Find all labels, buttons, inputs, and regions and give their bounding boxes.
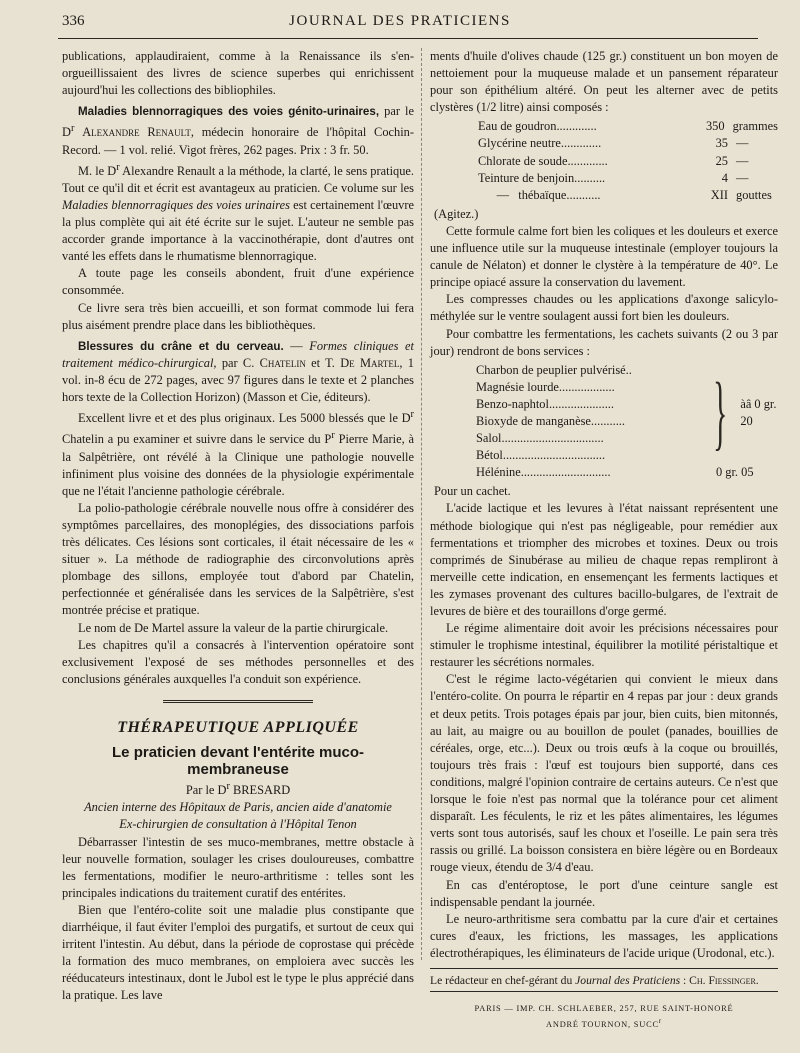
footer-rule — [430, 968, 778, 969]
page-number: 336 — [62, 13, 85, 29]
author-affiliation: Ex-chirurgien de consultation à l'Hôpital Tenon — [119, 817, 357, 832]
cachet-recipe — [476, 362, 778, 482]
article-paragraph: Débarrasser l'intestin de ses muco-membranes, mettre obstacle à leur nouvelle formation, soulager les crises douloureuses, combattre les fermentations, modifier le neuro-arthritisme : telles sont les principales indications du traitement curatif des entérites. — [62, 834, 414, 900]
article-paragraph: Les compresses chaudes ou les applications d'axonge salicylo-méthylée sur le ventre soulagent aussi fort bien les douleurs. — [430, 292, 778, 324]
section-heading: THÉRAPEUTIQUE APPLIQUÉE — [117, 718, 359, 736]
article-paragraph: Cette formule calme fort bien les coliques et les douleurs et exerce une influence utile sur la muqueuse intestinale (employer toujours la canule de Nélaton) et donner le clystère à la température de 40°. Le principe opiacé assure la conservation du lavement. — [430, 223, 778, 290]
review-paragraph: M. le $D^r$ Alexandre Renault a la méthode, la clarté, le sens pratique. Tout ce qu'il dit et écrit est avantageux au praticien. Ce volume sur les Maladies blennorragiques des voies urinaires est certainement l'œuvre la plus complète qui ait été écrite sur le sujet. L'auteur ne semble pas accorder grande importance à la vaccinothérapie, dont d'autres ont vanté les effets dans le rhumatisme blennorragique. — [62, 161, 414, 264]
recipe-row: Benzo-naphtol..................... — [476, 396, 614, 411]
article-paragraph: ments d'huile d'olives chaude (125 gr.) constituent un bon moyen de nettoiement pour la muqueuse malade et un pansement réparateur pour son épithélium altéré. On peut les alterner avec de petits clystères (1/2 litre) ainsi composés : — [430, 49, 778, 115]
recipe-row: Magnésie lourde.................. — [476, 379, 615, 394]
journal-title: JOURNAL DES PRATICIENS — [289, 13, 511, 29]
left-column — [62, 48, 414, 1005]
article-title: Le praticien devant l'entérite muco-membraneuse — [112, 743, 364, 779]
review-continuation: publications, applaudiraient, comme à la Renaissance ils s'en-orgueillissaient des livres de science superbes qui enrichissent aujourd'hui les collections des bibliophiles. — [62, 49, 414, 98]
recipe-row: Teinture de benjoin.......... 4 — — [478, 170, 749, 185]
article-paragraph: Bien que l'entéro-colite soit une maladie plus constipante que diarrhéique, il faut éviter l'emploi des purgatifs, et surtout de ceux qui irritent l'intestin. Au début, dans la période de coprostase qui précède la formation des muco membranes, on emploiera avec succès les rééducateurs intestinaux, dont le Jubol est le type le plus apprécié dans la pratique. Les lave — [62, 902, 414, 1003]
header-rule — [58, 38, 758, 39]
review-paragraph: A toute page les conseils abondent, fruit d'une expérience consommée. — [62, 266, 414, 298]
author-affiliation: Ancien interne des Hôpitaux de Paris, ancien aide d'anatomie — [84, 800, 392, 815]
column-divider — [421, 48, 422, 960]
article-paragraph: Le neuro-arthritisme sera combattu par la cure d'air et certaines cures d'eaux, les frictions, les massages, les applications électrothérapiques, les éliminateurs de l'acide urique (Urodonal, etc.). — [430, 911, 778, 960]
right-column — [430, 48, 778, 1031]
page-header — [0, 0, 800, 34]
footer-rule — [430, 991, 778, 992]
printer-imprint: PARIS — IMP. CH. SCHLAEBER, 257, RUE SAINT-HONORÉ ANDRÉ TOURNON, SUCC$^r$ — [474, 1004, 734, 1029]
review-paragraph: La polio-pathologie cérébrale nouvelle nous offre à considérer des symptômes parcellaires, des monoplégies, des dissociations parfois très délicates. Ces lésions sont corticales, il était nécessaire de les « situer ». La méthode de radiographie des circonvolutions après plombage des sillons, employée tout d'abord par Chatelin, perfectionnée et généralisée dans les services de la Salpêtrière, s'est montrée précise et pratique. — [62, 500, 414, 618]
recipe-row: Hélénine............................. 0 gr. 05 — [476, 465, 754, 480]
cachet-dose: àâ 0 gr. 20 — [740, 396, 777, 428]
recipe-row: Glycérine neutre............. 35 — — [478, 136, 749, 151]
review-paragraph: Excellent livre et et des plus originaux. Les 5000 blessés que le $D^r$ Chatelin a pu examiner et suivre dans le service du $P^r$ Pierre Marie, à la Salpêtrière, ont révélé à la Clinique une pathologie nouvelle infiniment plus voisine des données de la physiologie expérimentale que ne l'était l'ancienne pathologie cérébrale. — [62, 409, 414, 498]
review-paragraph: Le nom de De Martel assure la valeur de la partie chirurgicale. — [78, 620, 389, 635]
recipe-note: Pour un cachet. — [434, 484, 511, 499]
recipe-row: Eau de goudron............. 350 grammes — [478, 119, 778, 134]
article-paragraph: L'acide lactique et les levures à l'état naissant représentent une méthode biologique qui n'est pas négligeable, pour remédier aux fermentations et triompher des microbes et toxines. Deux ou trois comprimés de Sinubérase au milieu de chaque repas rempliront à merveille cette indication, en ensemençant les ferments lactiques et les zymases provenant des cultures bacillo-bulgares, de l'extrait de levures de bière et des touraillons d'orge germé. — [430, 501, 778, 618]
review-paragraph: Ce livre sera très bien accueilli, et son format commode lui fera plus aisément prendre place dans les bibliothèques. — [62, 300, 414, 332]
recipe-row: Chlorate de soude............. 25 — — [478, 153, 749, 168]
recipe-row: Charbon de peuplier pulvérisé.. — [476, 362, 632, 377]
editor-footer: Le rédacteur en chef-gérant du Journal des Praticiens : Ch. Fiessinger. — [430, 973, 759, 987]
article-paragraph: Le régime alimentaire doit avoir les précisions nécessaires pour stimuler le trophisme intestinal, équilibrer la motilité péristaltique et restaurer les sécrétions normales. — [430, 621, 778, 670]
article-paragraph: C'est le régime lacto-végétarien qui convient le mieux dans l'entéro-colite. On pourra le répartir en 4 repas par jour : deux grands et deux petits. Trois potages épais par jour, bien cuits, bien mitonnés, au lait, au maigre ou au bouillon de poulet (panades, bouillies de céréales, orge, etc...). Deux ou trois œufs à la coque ou brouillés, toujours très frais : l'œuf est toujours bien supporté, dans ces conditions, malgré l'opinion contraire de certains auteurs. Ce n'est que lorsque le foie n'est pas normal que la tolérance pour cet aliment disparaît. Les féculents, le riz et les pâtes alimentaires, les légumes verts sont tous autorisés, sauf les choux et l'oseille. Le pain sera très rassis ou grillé. La boisson consistera en bière légère ou en Bordeaux rouge vieux, étendu de 3/4 d'eau. — [430, 672, 778, 875]
clyster-recipe — [478, 118, 778, 203]
recipe-note: (Agitez.) — [434, 206, 479, 221]
recipe-row: — thébaïque........... XII gouttes — [478, 187, 772, 202]
article-paragraph: Pour combattre les fermentations, les cachets suivants (2 ou 3 par jour) rendront de bons services : — [430, 326, 778, 358]
review-paragraph: Les chapitres qu'il a consacrés à l'intervention opératoire sont exclusivement l'exposé de ses méthodes personnelles et des conclusions générales auxquelles l'a conduit son expérience. — [62, 637, 414, 686]
article-paragraph: En cas d'entéroptose, le port d'une ceinture sangle est indispensable pendant la journée. — [430, 877, 778, 909]
book-review-blessures: Blessures du crâne et du cerveau. — Formes cliniques et traitement médico-chirurgical, par C. Chatelin et T. De Martel, 1 vol. in-8 écu de 272 pages, avec 97 figures dans le texte et 2 planches hors texte de la Collection Horizon) (Masson et Cie, éditeurs). — [62, 338, 415, 405]
recipe-row: Salol................................. — [476, 431, 604, 446]
book-review-blennorragie: Maladies blennorragiques des voies génito-urinaires, par le $D^r$ Alexandre Renault, médecin honoraire de l'hôpital Cochin-Record. — 1 vol. relié. Vigot frères, 262 pages. Prix : 3 fr. 50. — [62, 104, 414, 157]
section-rule — [163, 700, 313, 703]
recipe-row: Bétol................................. — [476, 448, 606, 463]
recipe-row: Bioxyde de manganèse........... — [476, 413, 625, 428]
article-byline: Par le $D^r$ BRESARD — [185, 781, 291, 798]
brace-glyph: } — [713, 365, 728, 459]
